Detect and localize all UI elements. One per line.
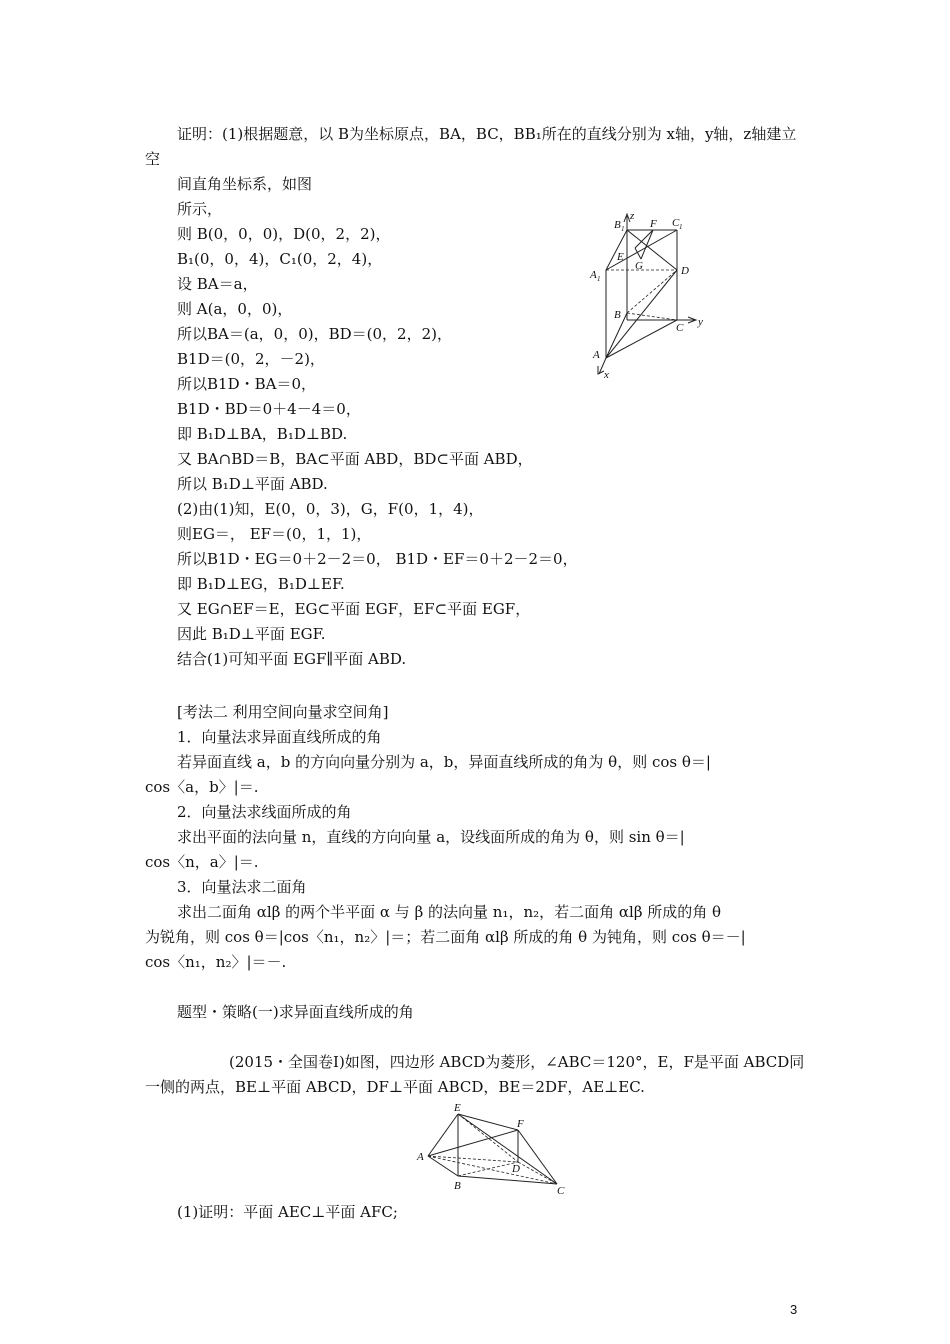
proof-line: 即 B₁D⊥BA，B₁D⊥BD. xyxy=(177,425,348,443)
proof-line: 结合(1)可知平面 EGF∥平面 ABD. xyxy=(177,650,407,668)
proof-line: 即 B₁D⊥EG，B₁D⊥EF. xyxy=(177,575,345,593)
label-C1: C xyxy=(672,217,680,229)
proof-line: 则EG＝， EF＝(0，1，1)， xyxy=(177,525,372,543)
label-C1-sub: 1 xyxy=(679,223,683,231)
label-B1: B xyxy=(614,219,621,231)
label-B: B xyxy=(454,1180,461,1192)
rhombus-figure xyxy=(414,1100,574,1196)
method-heading: [考法二 利用空间向量求空间角] xyxy=(177,703,389,721)
prism-coordinate-figure xyxy=(584,208,714,380)
label-C: C xyxy=(676,322,684,334)
proof-line: B1D・BD＝0＋4－4＝0， xyxy=(177,400,361,418)
proof-line: 则 B(0，0，0)，D(0，2，2)， xyxy=(177,225,391,243)
label-A1: A xyxy=(590,269,597,281)
label-B: B xyxy=(614,309,621,321)
method-line: 3．向量法求二面角 xyxy=(177,878,307,896)
proof-line: 又 EG∩EF＝E，EG⊂平面 EGF，EF⊂平面 EGF， xyxy=(177,600,531,618)
problem-line: (2015・全国卷Ⅰ)如图，四边形 ABCD为菱形，∠ABC＝120°，E，F是平面 ABCD同 xyxy=(229,1053,805,1071)
method-line: 求出二面角 αlβ 的两个半平面 α 与 β 的法向量 n₁，n₂，若二面角 αlβ 所成的角 θ xyxy=(177,903,722,921)
proof-line: 因此 B₁D⊥平面 EGF. xyxy=(177,625,326,643)
proof-line: 设 BA＝a， xyxy=(177,275,258,293)
proof-line: 所以B1D・BA＝0， xyxy=(177,375,316,393)
label-B1-sub: 1 xyxy=(621,225,625,233)
proof-line: 所以B1D・EG＝0＋2－2＝0， B1D・EF＝0＋2－2＝0， xyxy=(177,550,578,568)
proof-line: 间直角坐标系，如图 xyxy=(177,175,313,193)
label-F: F xyxy=(517,1118,524,1130)
method-line: cos〈n₁，n₂〉|＝－. xyxy=(145,953,287,971)
label-A: A xyxy=(417,1151,424,1163)
label-D: D xyxy=(512,1163,520,1175)
label-y: y xyxy=(698,316,703,328)
part1-line: (1)证明：平面 AEC⊥平面 AFC; xyxy=(177,1203,398,1221)
label-F: F xyxy=(650,218,657,230)
proof-line: B₁(0，0，4)，C₁(0，2，4)， xyxy=(177,250,383,268)
method-line: 若异面直线 a，b 的方向向量分别为 a，b，异面直线所成的角为 θ，则 cos θ＝| xyxy=(177,753,711,771)
method-line: 1．向量法求异面直线所成的角 xyxy=(177,728,382,746)
label-E: E xyxy=(617,251,624,263)
label-A1-sub: 1 xyxy=(597,275,601,283)
proof-line: 所示， xyxy=(177,200,223,218)
label-D: D xyxy=(681,265,689,277)
label-E: E xyxy=(454,1102,461,1114)
method-line: cos〈n，a〉|＝. xyxy=(145,853,259,871)
proof-line: B1D＝(0，2，－2)， xyxy=(177,350,325,368)
label-G: G xyxy=(635,260,643,272)
proof-line: 证明：(1)根据题意，以 B为坐标原点，BA，BC，BB₁所在的直线分别为 x轴，y轴，z轴建立 xyxy=(177,125,797,143)
problem-line: 一侧的两点，BE⊥平面 ABCD，DF⊥平面 ABCD，BE＝2DF，AE⊥EC. xyxy=(145,1078,645,1096)
label-x: x xyxy=(604,369,609,380)
proof-line: 空 xyxy=(145,150,161,168)
section-title: 题型・策略(一)求异面直线所成的角 xyxy=(177,1003,414,1021)
label-z: z xyxy=(630,210,635,222)
method-line: 为锐角，则 cos θ＝|cos〈n₁，n₂〉|＝；若二面角 αlβ 所成的角 θ 为钝角，则 cos θ＝－| xyxy=(145,928,746,946)
label-C: C xyxy=(557,1185,565,1196)
proof-line: 又 BA∩BD＝B，BA⊂平面 ABD，BD⊂平面 ABD， xyxy=(177,450,533,468)
proof-line: 则 A(a，0，0)， xyxy=(177,300,293,318)
proof-line: 所以BA＝(a，0，0)，BD＝(0，2，2)， xyxy=(177,325,452,343)
label-A: A xyxy=(593,349,600,361)
method-line: 求出平面的法向量 n，直线的方向向量 a，设线面所成的角为 θ，则 sin θ＝| xyxy=(177,828,685,846)
method-line: 2．向量法求线面所成的角 xyxy=(177,803,352,821)
proof-line: (2)由(1)知，E(0，0，3)，G，F(0，1，4)， xyxy=(177,500,484,518)
proof-line: 所以 B₁D⊥平面 ABD. xyxy=(177,475,328,493)
page-number: 3 xyxy=(790,1302,798,1317)
method-line: cos〈a，b〉|＝. xyxy=(145,778,259,796)
